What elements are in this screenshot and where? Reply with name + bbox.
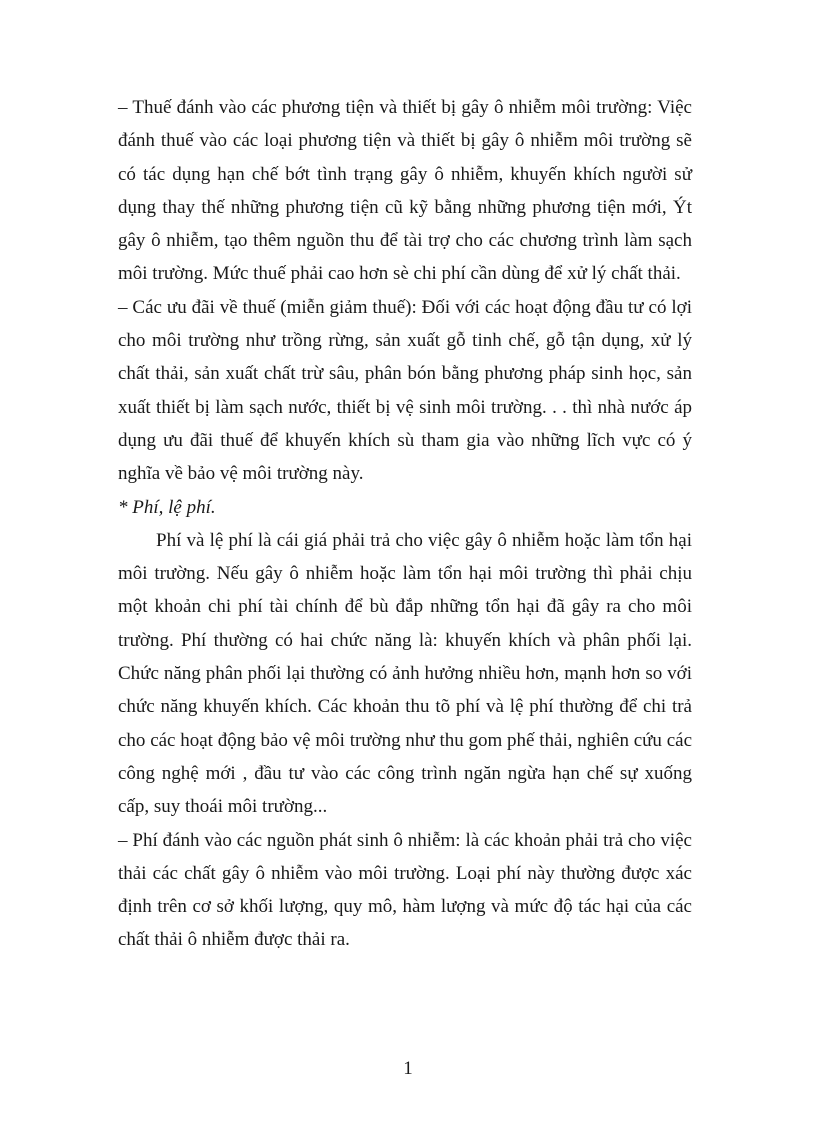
paragraph-fees-definition: Phí và lệ phí là cái giá phải trả cho việc gây ô nhiễm hoặc làm tổn hại môi trường. Nếu gây ô nhiễm hoặc làm tổn hại môi trường thì phải chịu một khoản chi phí tài chính để bù đắp những tổn hại đã gây ra cho môi trường. Phí thường có hai chức năng là: khuyến khích và phân phối lại. Chức năng phân phối lại thường có ảnh hưởng nhiều hơn, mạnh hơn so với chức năng khuyến khích. Các khoản thu tõ phí và lệ phí thường để chi trả cho các hoạt động bảo vệ môi trường như thu gom phế thải, nghiên cứu các công nghệ mới , đầu tư vào các công trình ngăn ngừa hạn chế sự xuống cấp, suy thoái môi trường... bbox=[118, 529, 692, 818]
paragraph-pollution-source-fees: – Phí đánh vào các nguồn phát sinh ô nhiễm: là các khoản phải trả cho việc thải các chất gây ô nhiễm vào môi trường. Loại phí này thường được xác định trên cơ sở khối lượng, quy mô, hàm lượng và mức độ tác hại của các chất thải ô nhiễm được thải ra. bbox=[118, 829, 692, 951]
page-number: 1 bbox=[403, 1058, 413, 1079]
document-page bbox=[118, 91, 692, 957]
section-heading-fees: * Phí, lệ phí. bbox=[118, 496, 216, 518]
paragraph-tax-on-polluting-equipment: – Thuế đánh vào các phương tiện và thiết bị gây ô nhiễm môi trường: Việc đánh thuế vào các loại phương tiện và thiết bị gây ô nhiễm môi trường sẽ có tác dụng hạn chế bớt tình trạng gây ô nhiễm, khuyến khích người sử dụng thay thế những phương tiện cũ kỹ bằng những phương tiện mới, Ýt gây ô nhiễm, tạo thêm nguồn thu để tài trợ cho các chương trình làm sạch môi trường. Mức thuế phải cao hơn sè chi phí cần dùng để xử lý chất thải. bbox=[118, 97, 692, 285]
paragraph-tax-incentives: – Các ưu đãi về thuế (miễn giảm thuế): Đối với các hoạt động đầu tư có lợi cho môi trường như trồng rừng, sản xuất gỗ tinh chế, gỗ tận dụng, xử lý chất thải, sản xuất chất trừ sâu, phân bón bằng phương pháp sinh học, sản xuất thiết bị làm sạch nước, thiết bị vệ sinh môi trường. . . thì nhà nước áp dụng ưu đãi thuế để khuyến khích sù tham gia vào những lĩch vực có ý nghĩa về bảo vệ môi trường này. bbox=[118, 296, 692, 485]
